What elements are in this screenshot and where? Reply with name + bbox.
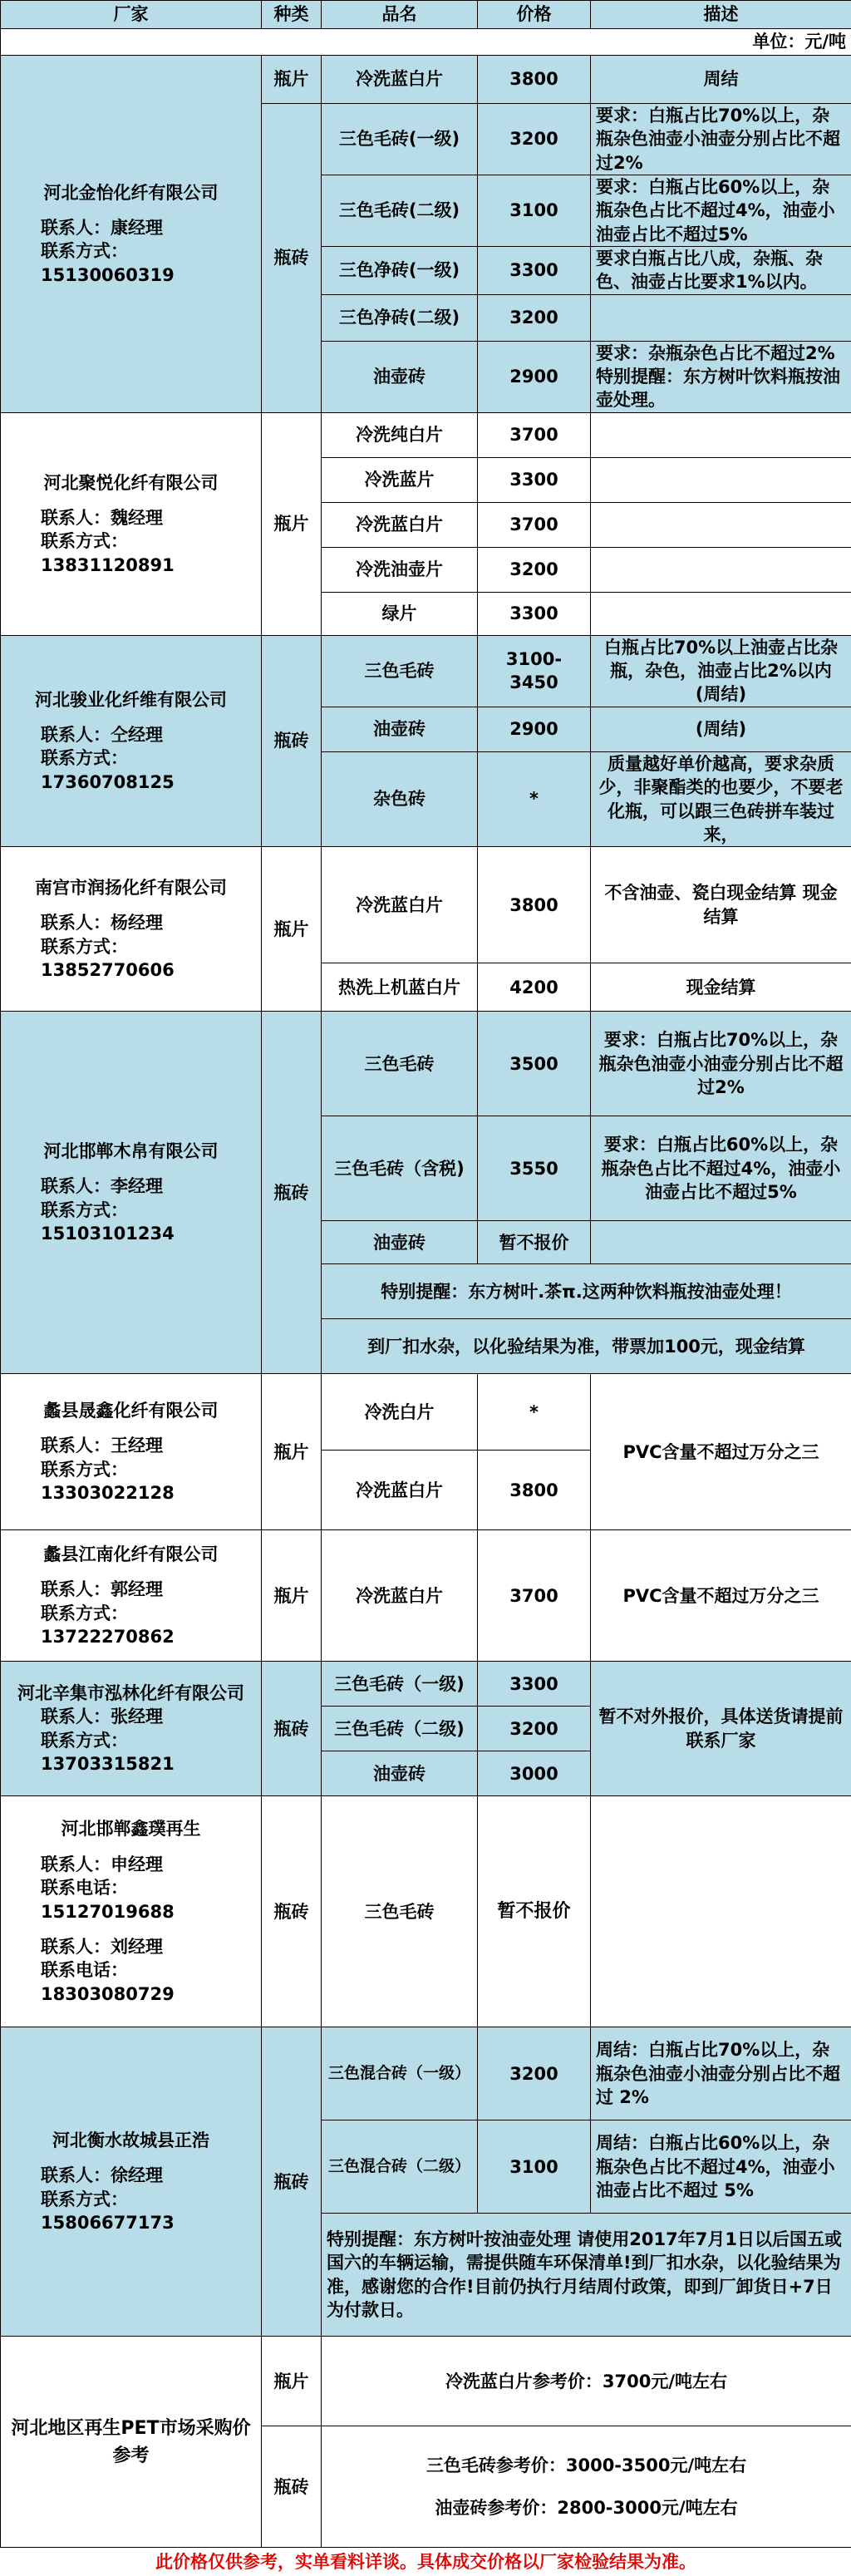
company-contact: 联系人：李经理 [6, 1175, 256, 1198]
product-name: 油壶砖 [322, 341, 478, 412]
category-cell: 瓶片 [262, 1374, 322, 1530]
company-name: 河北辛集市泓林化纤有限公司 [6, 1682, 256, 1705]
product-name: 油壶砖 [322, 1221, 478, 1264]
company-contact-2: 联系人：刘经理 [6, 1935, 256, 1958]
header-price: 价格 [478, 1, 591, 29]
company-phone-2: 联系电话：18303080729 [6, 1958, 256, 2006]
description-cell: 白瓶占比70%以上油壶占比杂瓶，杂色，油壶占比2%以内 (周结) [591, 635, 851, 707]
price-cell: 3100-3450 [478, 635, 591, 707]
description-cell: PVC含量不超过万分之三 [591, 1530, 851, 1662]
category-cell: 瓶砖 [262, 1662, 322, 1796]
description-cell: PVC含量不超过万分之三 [591, 1374, 851, 1530]
price-cell: 3100 [478, 175, 591, 247]
category-cell: 瓶片 [262, 847, 322, 1012]
table-row [1, 1662, 851, 1707]
company-phone: 联系方式：15130060319 [6, 239, 256, 287]
reference-flake-price: 冷洗蓝白片参考价：3700元/吨左右 [322, 2337, 851, 2426]
product-name: 杂色砖 [322, 751, 478, 846]
company-cell [1, 1012, 262, 1374]
price-cell: 3700 [478, 502, 591, 547]
company-phone: 联系方式：13852770606 [6, 935, 256, 983]
reference-brick-prices [322, 2426, 851, 2548]
company-phone: 联系方式：17360708125 [6, 746, 256, 794]
description-cell: 现金结算 [591, 963, 851, 1012]
category-cell: 瓶砖 [262, 104, 322, 413]
category-cell: 瓶砖 [262, 1796, 322, 2027]
price-cell: 3100 [478, 2120, 591, 2214]
description-cell [591, 457, 851, 502]
price-cell: 3200 [478, 294, 591, 341]
product-name: 冷洗油壶片 [322, 547, 478, 592]
description-cell: 质量越好单价越高，要求杂质少，非聚酯类的也要少，不要老化瓶，可以跟三色砖拼车装过来， [591, 751, 851, 846]
product-name: 三色毛砖 [322, 1796, 478, 2027]
category-cell: 瓶片 [262, 1530, 322, 1662]
company-cell [1, 56, 262, 413]
company-name: 河北金怡化纤有限公司 [6, 181, 256, 204]
product-name: 三色毛砖(一级) [322, 104, 478, 175]
category-cell: 瓶砖 [262, 635, 322, 846]
product-name: 三色毛砖（二级) [322, 1707, 478, 1751]
company-cell [1, 2027, 262, 2337]
company-name: 河北聚悦化纤有限公司 [6, 471, 256, 495]
product-name: 冷洗白片 [322, 1374, 478, 1451]
price-cell: 3200 [478, 2027, 591, 2120]
header-row [1, 1, 851, 29]
header-product: 品名 [322, 1, 478, 29]
product-name: 绿片 [322, 592, 478, 635]
description-cell: 周结：白瓶占比70%以上，杂瓶杂色油壶小油壶分别占比不超过 2% [591, 2027, 851, 2120]
unit-label: 单位：元/吨 [1, 29, 851, 56]
product-name: 三色毛砖 [322, 1012, 478, 1116]
price-cell: 3700 [478, 412, 591, 457]
description-cell: 不含油壶、瓷白现金结算 现金结算 [591, 847, 851, 963]
price-cell: 3200 [478, 547, 591, 592]
special-note: 特别提醒：东方树叶.茶π.这两种饮料瓶按油壶处理！ [322, 1264, 851, 1319]
table-row [1, 412, 851, 457]
price-cell: 3300 [478, 592, 591, 635]
company-contact: 联系人：康经理 [6, 216, 256, 239]
description-cell: (周结) [591, 707, 851, 751]
company-contact: 联系人：魏经理 [6, 506, 256, 529]
table-row [1, 1530, 851, 1662]
description-cell [591, 1796, 851, 2027]
price-cell: 3800 [478, 1451, 591, 1530]
company-name: 蠡县江南化纤有限公司 [6, 1543, 256, 1566]
product-name: 冷洗蓝白片 [322, 1451, 478, 1530]
company-phone: 联系方式：13303022128 [6, 1458, 256, 1505]
company-cell [1, 635, 262, 846]
company-cell [1, 1662, 262, 1796]
product-name: 热洗上机蓝白片 [322, 963, 478, 1012]
reference-mixed-brick-price: 三色毛砖参考价：3000-3500元/吨左右 [327, 2445, 846, 2486]
description-cell: 要求：白瓶占比60%以上，杂瓶杂色占比不超过4%，油壶小油壶占比不超过5% [591, 175, 851, 247]
price-cell: 3300 [478, 1662, 591, 1707]
price-cell: 2900 [478, 341, 591, 412]
company-phone: 联系方式：13831120891 [6, 529, 256, 577]
price-cell: 2900 [478, 707, 591, 751]
header-category: 种类 [262, 1, 322, 29]
company-phone: 联系电话：15127019688 [6, 1876, 256, 1923]
company-name: 河北骏业化纤维有限公司 [6, 688, 256, 712]
company-contact: 联系人：郭经理 [6, 1578, 256, 1601]
unit-row [1, 29, 851, 56]
company-cell [1, 412, 262, 635]
category-cell: 瓶砖 [262, 2027, 322, 2337]
price-cell: 3800 [478, 847, 591, 963]
company-phone: 联系方式：15103101234 [6, 1199, 256, 1246]
price-cell: 3300 [478, 247, 591, 295]
company-contact: 联系人：徐经理 [6, 2164, 256, 2187]
product-name: 冷洗蓝白片 [322, 502, 478, 547]
company-contact: 联系人：杨经理 [6, 911, 256, 934]
price-cell: 3200 [478, 104, 591, 175]
description-cell: 要求：白瓶占比70%以上，杂瓶杂色油壶小油壶分别占比不超过2% [591, 1012, 851, 1116]
price-cell: 3000 [478, 1751, 591, 1796]
price-cell: 3800 [478, 56, 591, 104]
table-row [1, 1374, 851, 1451]
reference-oil-brick-price: 油壶砖参考价：2800-3000元/吨左右 [327, 2487, 846, 2529]
product-name: 三色净砖(二级) [322, 294, 478, 341]
company-name: 河北邯郸木帛有限公司 [6, 1140, 256, 1163]
product-name: 冷洗蓝白片 [322, 1530, 478, 1662]
price-cell: 暂不报价 [478, 1796, 591, 2027]
product-name: 油壶砖 [322, 1751, 478, 1796]
category-cell: 瓶片 [262, 2337, 322, 2426]
table-row [1, 56, 851, 104]
product-name: 三色毛砖（一级) [322, 1662, 478, 1707]
price-cell: 3200 [478, 1707, 591, 1751]
company-contact: 联系人：王经理 [6, 1434, 256, 1457]
table-row [1, 635, 851, 707]
table-row [1, 1796, 851, 2027]
company-name: 蠡县晟鑫化纤有限公司 [6, 1399, 256, 1422]
company-contact: 联系人：张经理 [6, 1705, 256, 1728]
description-cell [591, 592, 851, 635]
header-company: 厂家 [1, 1, 262, 29]
header-description: 描述 [591, 1, 851, 29]
category-cell: 瓶片 [262, 412, 322, 635]
special-note: 特别提醒：东方树叶按油壶处理 请使用2017年7月1日以后国五或国六的车辆运输，需提供随车环保清单!到厂扣水杂，以化验结果为准，感谢您的合作!目前仍执行月结周付政策，即到厂卸货日+7日为付款日。 [322, 2214, 851, 2337]
category-cell: 瓶片 [262, 56, 322, 104]
description-cell: 要求白瓶占比八成，杂瓶、杂色、油壶占比要求1%以内。 [591, 247, 851, 295]
footer-disclaimer: 此价格仅供参考，实单看料详谈。具体成交价格以厂家检验结果为准。 [1, 2548, 851, 2576]
product-name: 冷洗蓝片 [322, 457, 478, 502]
price-cell: 4200 [478, 963, 591, 1012]
settlement-note: 到厂扣水杂，以化验结果为准，带票加100元，现金结算 [322, 1319, 851, 1374]
product-name: 冷洗纯白片 [322, 412, 478, 457]
price-cell: 暂不报价 [478, 1221, 591, 1264]
company-name: 河北衡水故城县正浩 [6, 2129, 256, 2152]
reference-title: 河北地区再生PET市场采购价参考 [1, 2337, 262, 2548]
price-cell: * [478, 1374, 591, 1451]
description-cell: 周结：白瓶占比60%以上，杂瓶杂色占比不超过4%，油壶小油壶占比不超过 5% [591, 2120, 851, 2214]
product-name: 三色毛砖（含税) [322, 1116, 478, 1221]
footer-row [1, 2548, 851, 2576]
category-cell: 瓶砖 [262, 2426, 322, 2548]
price-cell: * [478, 751, 591, 846]
description-cell: 周结 [591, 56, 851, 104]
table-row [1, 2337, 851, 2426]
product-name: 冷洗蓝白片 [322, 56, 478, 104]
price-cell: 3550 [478, 1116, 591, 1221]
description-cell: 要求：白瓶占比70%以上，杂瓶杂色油壶小油壶分别占比不超过2% [591, 104, 851, 175]
product-name: 三色混合砖（二级） [322, 2120, 478, 2214]
description-cell: 暂不对外报价，具体送货请提前联系厂家 [591, 1662, 851, 1796]
category-cell: 瓶砖 [262, 1012, 322, 1374]
table-row [1, 847, 851, 963]
company-contact: 联系人：仝经理 [6, 723, 256, 746]
description-cell [591, 1221, 851, 1264]
company-cell [1, 1374, 262, 1530]
company-cell [1, 847, 262, 1012]
product-name: 油壶砖 [322, 707, 478, 751]
company-name: 河北邯郸鑫璞再生 [6, 1817, 256, 1840]
table-row [1, 1012, 851, 1116]
company-name: 南宫市润扬化纤有限公司 [6, 876, 256, 899]
description-cell [591, 412, 851, 457]
description-cell [591, 547, 851, 592]
product-name: 三色毛砖(二级) [322, 175, 478, 247]
company-phone: 联系方式：15806677173 [6, 2188, 256, 2235]
product-name: 冷洗蓝白片 [322, 847, 478, 963]
company-cell [1, 1530, 262, 1662]
description-cell: 要求：白瓶占比60%以上，杂瓶杂色占比不超过4%，油壶小油壶占比不超过5% [591, 1116, 851, 1221]
company-phone: 联系方式：13703315821 [6, 1729, 256, 1776]
description-cell [591, 502, 851, 547]
description-cell [591, 294, 851, 341]
company-phone: 联系方式：13722270862 [6, 1602, 256, 1649]
price-cell: 3300 [478, 457, 591, 502]
price-cell: 3500 [478, 1012, 591, 1116]
product-name: 三色毛砖 [322, 635, 478, 707]
company-contact: 联系人：申经理 [6, 1853, 256, 1876]
product-name: 三色混合砖（一级） [322, 2027, 478, 2120]
description-cell: 要求：杂瓶杂色占比不超过2% 特别提醒：东方树叶饮料瓶按油壶处理。 [591, 341, 851, 412]
product-name: 三色净砖(一级) [322, 247, 478, 295]
table-row [1, 2027, 851, 2120]
company-cell [1, 1796, 262, 2027]
price-cell: 3700 [478, 1530, 591, 1662]
